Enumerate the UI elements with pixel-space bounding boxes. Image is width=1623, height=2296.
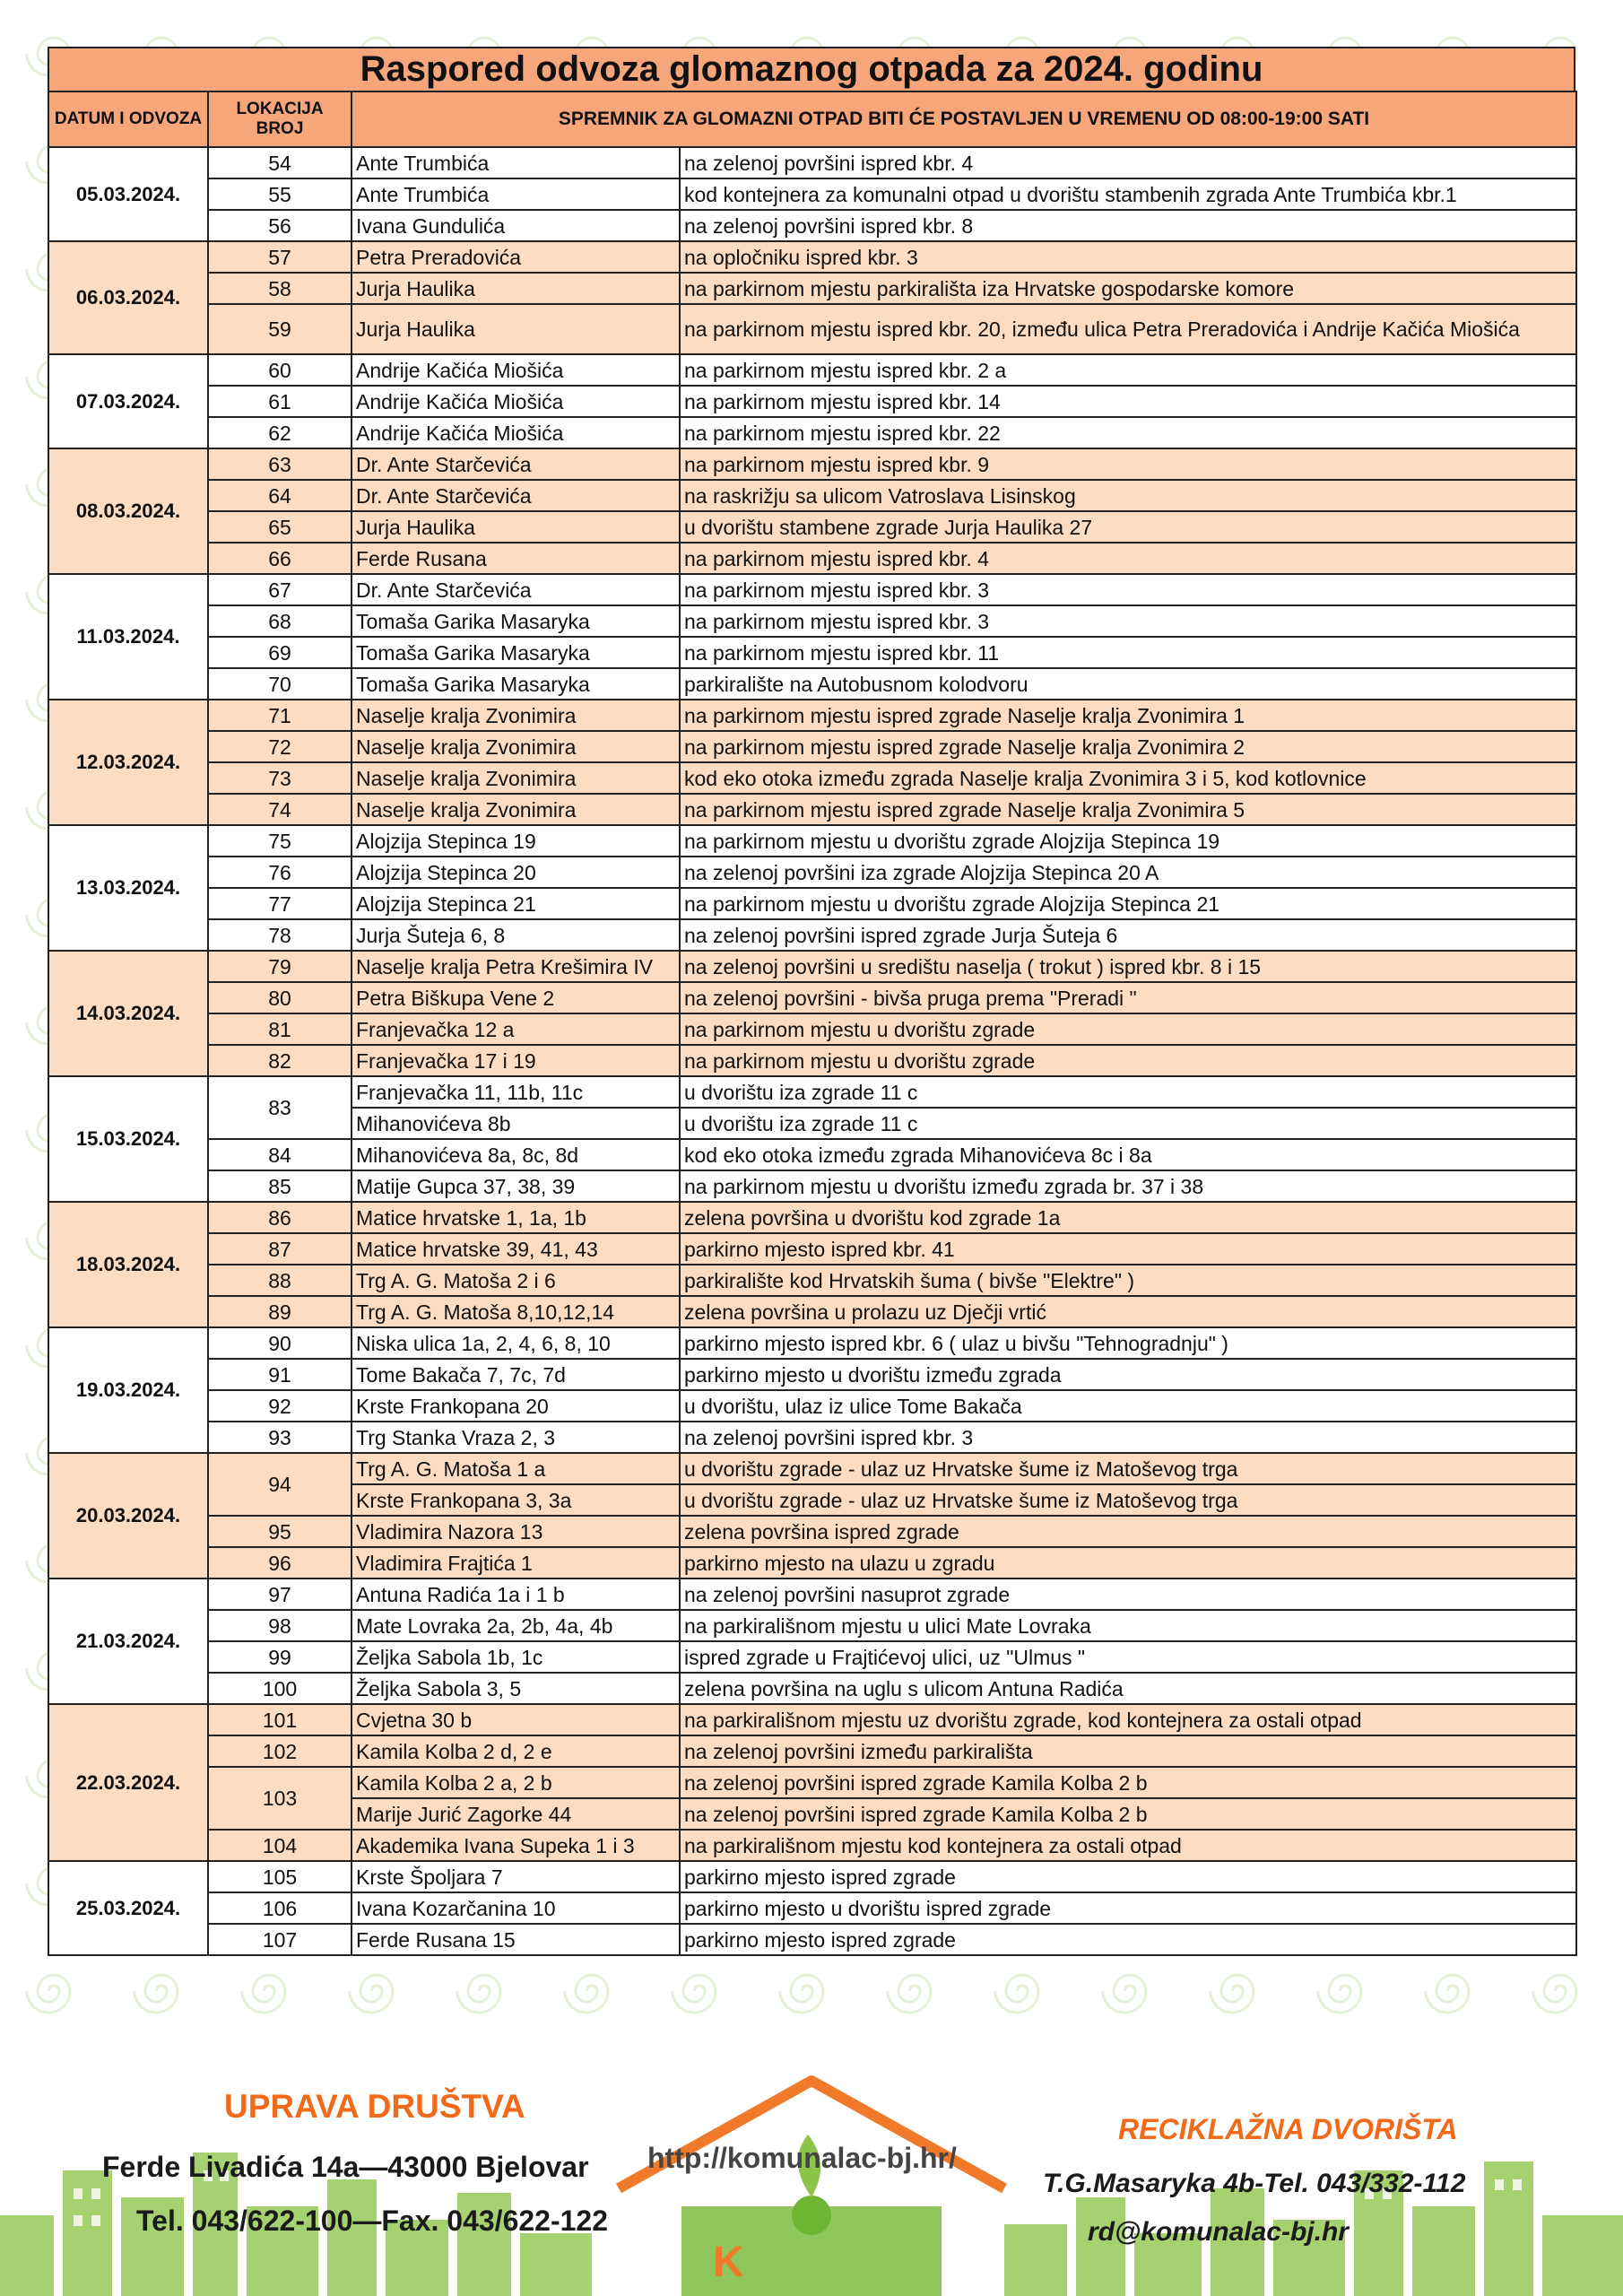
table-row <box>48 637 1576 668</box>
recycling-heading: RECIKLAŽNA DVORIŠTA <box>1118 2113 1458 2145</box>
table-row <box>48 386 1576 417</box>
street-name: Naselje kralja Petra Krešimira IV <box>352 951 680 982</box>
table-row <box>48 354 1576 386</box>
location-number: 99 <box>208 1641 352 1673</box>
footer <box>0 2063 1623 2296</box>
placement-description: na zelenoj površini ispred kbr. 8 <box>680 210 1576 241</box>
street-name: Željka Sabola 3, 5 <box>352 1673 680 1704</box>
location-number: 66 <box>208 543 352 574</box>
street-name: Jurja Haulika <box>352 273 680 304</box>
table-row <box>48 919 1576 951</box>
location-number: 72 <box>208 731 352 762</box>
management-address: Ferde Livadića 14a—43000 Bjelovar <box>102 2151 589 2183</box>
placement-description: na parkirnom mjestu ispred zgrade Naselje kralja Zvonimira 5 <box>680 794 1576 825</box>
street-name: Mihanovićeva 8b <box>352 1108 680 1139</box>
placement-description: na parkirnom mjestu u dvorištu zgrade Alojzija Stepinca 19 <box>680 825 1576 857</box>
location-number: 62 <box>208 417 352 448</box>
location-number: 76 <box>208 857 352 888</box>
pickup-date: 25.03.2024. <box>48 1861 208 1955</box>
location-number: 86 <box>208 1202 352 1233</box>
placement-description: u dvorištu zgrade - ulaz uz Hrvatske šume iz Matoševog trga <box>680 1484 1576 1516</box>
street-name: Vladimira Nazora 13 <box>352 1516 680 1547</box>
pickup-date: 21.03.2024. <box>48 1578 208 1704</box>
table-row <box>48 1673 1576 1704</box>
table-row <box>48 700 1576 731</box>
location-number: 81 <box>208 1013 352 1045</box>
table-row <box>48 1390 1576 1422</box>
street-name: Ivana Gundulića <box>352 210 680 241</box>
street-name: Andrije Kačića Miošića <box>352 417 680 448</box>
location-number: 96 <box>208 1547 352 1578</box>
location-number: 71 <box>208 700 352 731</box>
pickup-date: 13.03.2024. <box>48 825 208 951</box>
street-name: Akademika Ivana Supeka 1 i 3 <box>352 1830 680 1861</box>
street-name: Matije Gupca 37, 38, 39 <box>352 1170 680 1202</box>
table-row <box>48 1861 1576 1892</box>
street-name: Alojzija Stepinca 19 <box>352 825 680 857</box>
location-number: 102 <box>208 1735 352 1767</box>
placement-description: parkirno mjesto ispred kbr. 41 <box>680 1233 1576 1265</box>
placement-description: na parkirnom mjestu u dvorištu zgrade <box>680 1013 1576 1045</box>
placement-description: na parkirnom mjestu ispred kbr. 14 <box>680 386 1576 417</box>
placement-description: na parkirnom mjestu ispred zgrade Naselje kralja Zvonimira 1 <box>680 700 1576 731</box>
table-row <box>48 1767 1576 1798</box>
location-number: 74 <box>208 794 352 825</box>
location-number: 101 <box>208 1704 352 1735</box>
street-name: Vladimira Frajtića 1 <box>352 1547 680 1578</box>
pickup-date: 15.03.2024. <box>48 1076 208 1202</box>
placement-description: na zelenoj površini između parkirališta <box>680 1735 1576 1767</box>
location-number: 92 <box>208 1390 352 1422</box>
placement-description: na parkirališnom mjestu u ulici Mate Lovraka <box>680 1610 1576 1641</box>
placement-description: na parkirnom mjestu u dvorištu zgrade <box>680 1045 1576 1076</box>
street-name: Dr. Ante Starčevića <box>352 480 680 511</box>
placement-description: na parkirnom mjestu ispred kbr. 11 <box>680 637 1576 668</box>
street-name: Marije Jurić Zagorke 44 <box>352 1798 680 1830</box>
pickup-date: 20.03.2024. <box>48 1453 208 1578</box>
schedule-sheet <box>48 47 1575 1956</box>
table-row <box>48 857 1576 888</box>
placement-description: na parkirnom mjestu ispred kbr. 20, između ulica Petra Preradovića i Andrije Kačića Miošića <box>680 304 1576 354</box>
placement-description: na parkirališnom mjestu uz dvorištu zgrade, kod kontejnera za ostali otpad <box>680 1704 1576 1735</box>
location-number: 85 <box>208 1170 352 1202</box>
table-row <box>48 605 1576 637</box>
location-number: 78 <box>208 919 352 951</box>
table-row <box>48 304 1576 354</box>
location-number: 88 <box>208 1265 352 1296</box>
placement-description: zelena površina u dvorištu kod zgrade 1a <box>680 1202 1576 1233</box>
street-name: Petra Biškupa Vene 2 <box>352 982 680 1013</box>
table-row <box>48 178 1576 210</box>
table-row <box>48 1139 1576 1170</box>
table-row <box>48 574 1576 605</box>
location-number: 63 <box>208 448 352 480</box>
street-name: Jurja Haulika <box>352 304 680 354</box>
street-name: Tomaša Garika Masaryka <box>352 637 680 668</box>
pickup-date: 18.03.2024. <box>48 1202 208 1327</box>
placement-description: na zelenoj površini ispred zgrade Kamila Kolba 2 b <box>680 1767 1576 1798</box>
street-name: Tome Bakača 7, 7c, 7d <box>352 1359 680 1390</box>
street-name: Naselje kralja Zvonimira <box>352 731 680 762</box>
placement-description: u dvorištu zgrade - ulaz uz Hrvatske šume iz Matoševog trga <box>680 1453 1576 1484</box>
placement-description: na parkirnom mjestu ispred kbr. 2 a <box>680 354 1576 386</box>
street-name: Mate Lovraka 2a, 2b, 4a, 4b <box>352 1610 680 1641</box>
placement-description: na zelenoj površini ispred zgrade Jurja Šuteja 6 <box>680 919 1576 951</box>
placement-description: parkirno mjesto u dvorištu između zgrada <box>680 1359 1576 1390</box>
street-name: Kamila Kolba 2 d, 2 e <box>352 1735 680 1767</box>
pickup-date: 08.03.2024. <box>48 448 208 574</box>
location-number: 90 <box>208 1327 352 1359</box>
street-name: Naselje kralja Zvonimira <box>352 700 680 731</box>
location-number: 67 <box>208 574 352 605</box>
table-row <box>48 1924 1576 1955</box>
street-name: Cvjetna 30 b <box>352 1704 680 1735</box>
placement-description: na parkirnom mjestu u dvorištu zgrade Alojzija Stepinca 21 <box>680 888 1576 919</box>
table-row <box>48 1704 1576 1735</box>
placement-description: parkirno mjesto ispred zgrade <box>680 1861 1576 1892</box>
table-row <box>48 1641 1576 1673</box>
street-name: Trg Stanka Vraza 2, 3 <box>352 1422 680 1453</box>
street-name: Dr. Ante Starčevića <box>352 448 680 480</box>
street-name: Krste Špoljara 7 <box>352 1861 680 1892</box>
placement-description: zelena površina u prolazu uz Dječji vrtić <box>680 1296 1576 1327</box>
schedule-table <box>48 91 1577 1956</box>
location-number: 91 <box>208 1359 352 1390</box>
placement-description: na opločniku ispred kbr. 3 <box>680 241 1576 273</box>
placement-description: kod kontejnera za komunalni otpad u dvorištu stambenih zgrada Ante Trumbića kbr.1 <box>680 178 1576 210</box>
location-number: 60 <box>208 354 352 386</box>
pickup-date: 12.03.2024. <box>48 700 208 825</box>
header-location: LOKACIJA BROJ <box>208 91 352 147</box>
placement-description: kod eko otoka između zgrada Naselje kralja Zvonimira 3 i 5, kod kotlovnice <box>680 762 1576 794</box>
location-number: 82 <box>208 1045 352 1076</box>
table-row <box>48 1453 1576 1484</box>
street-name: Niska ulica 1a, 2, 4, 6, 8, 10 <box>352 1327 680 1359</box>
street-name: Matice hrvatske 1, 1a, 1b <box>352 1202 680 1233</box>
table-row <box>48 1202 1576 1233</box>
table-row <box>48 480 1576 511</box>
website-link[interactable]: http://komunalac-bj.hr/ <box>647 2142 957 2174</box>
location-number: 70 <box>208 668 352 700</box>
placement-description: u dvorištu, ulaz iz ulice Tome Bakača <box>680 1390 1576 1422</box>
placement-description: parkirno mjesto na ulazu u zgradu <box>680 1547 1576 1578</box>
placement-description: na parkirnom mjestu u dvorištu između zgrada br. 37 i 38 <box>680 1170 1576 1202</box>
street-name: Petra Preradovića <box>352 241 680 273</box>
pickup-date: 14.03.2024. <box>48 951 208 1076</box>
placement-description: na zelenoj površini - bivša pruga prema "Preradi " <box>680 982 1576 1013</box>
street-name: Željka Sabola 1b, 1c <box>352 1641 680 1673</box>
location-number: 55 <box>208 178 352 210</box>
street-name: Ivana Kozarčanina 10 <box>352 1892 680 1924</box>
street-name: Matice hrvatske 39, 41, 43 <box>352 1233 680 1265</box>
table-row <box>48 888 1576 919</box>
location-number: 89 <box>208 1296 352 1327</box>
placement-description: kod eko otoka između zgrada Mihanovićeva 8c i 8a <box>680 1139 1576 1170</box>
placement-description: na parkirnom mjestu ispred kbr. 22 <box>680 417 1576 448</box>
placement-description: parkirno mjesto ispred kbr. 6 ( ulaz u bivšu "Tehnogradnju" ) <box>680 1327 1576 1359</box>
location-number: 97 <box>208 1578 352 1610</box>
street-name: Naselje kralja Zvonimira <box>352 794 680 825</box>
location-number: 79 <box>208 951 352 982</box>
street-name: Alojzija Stepinca 20 <box>352 857 680 888</box>
location-number: 94 <box>208 1453 352 1516</box>
location-number: 98 <box>208 1610 352 1641</box>
street-name: Trg A. G. Matoša 8,10,12,14 <box>352 1296 680 1327</box>
recycling-address: T.G.Masaryka 4b-Tel. 043/332-112 <box>1043 2169 1466 2198</box>
location-number: 100 <box>208 1673 352 1704</box>
table-row <box>48 417 1576 448</box>
table-row <box>48 1076 1576 1108</box>
table-row <box>48 1830 1576 1861</box>
placement-description: parkirno mjesto ispred zgrade <box>680 1924 1576 1955</box>
pickup-date: 11.03.2024. <box>48 574 208 700</box>
location-number: 95 <box>208 1516 352 1547</box>
location-number: 84 <box>208 1139 352 1170</box>
placement-description: na parkirnom mjestu ispred kbr. 3 <box>680 605 1576 637</box>
pickup-date: 19.03.2024. <box>48 1327 208 1453</box>
location-number: 87 <box>208 1233 352 1265</box>
street-name: Antuna Radića 1a i 1 b <box>352 1578 680 1610</box>
street-name: Ante Trumbića <box>352 178 680 210</box>
table-row <box>48 147 1576 178</box>
management-phone: Tel. 043/622-100—Fax. 043/622-122 <box>136 2205 608 2237</box>
street-name: Trg A. G. Matoša 1 a <box>352 1453 680 1484</box>
pickup-date: 06.03.2024. <box>48 241 208 354</box>
placement-description: na zelenoj površini iza zgrade Alojzija Stepinca 20 A <box>680 857 1576 888</box>
location-number: 56 <box>208 210 352 241</box>
street-name: Kamila Kolba 2 a, 2 b <box>352 1767 680 1798</box>
table-row <box>48 1327 1576 1359</box>
pickup-date: 07.03.2024. <box>48 354 208 448</box>
placement-description: parkirno mjesto u dvorištu ispred zgrade <box>680 1892 1576 1924</box>
table-row <box>48 273 1576 304</box>
schedule-body <box>48 147 1576 1955</box>
street-name: Ferde Rusana 15 <box>352 1924 680 1955</box>
street-name: Jurja Haulika <box>352 511 680 543</box>
table-row <box>48 731 1576 762</box>
location-number: 83 <box>208 1076 352 1139</box>
street-name: Ante Trumbića <box>352 147 680 178</box>
table-header-row <box>48 91 1576 147</box>
table-row <box>48 982 1576 1013</box>
placement-description: na zelenoj površini ispred zgrade Kamila Kolba 2 b <box>680 1798 1576 1830</box>
street-name: Ferde Rusana <box>352 543 680 574</box>
table-row <box>48 1233 1576 1265</box>
table-row <box>48 951 1576 982</box>
table-row <box>48 1045 1576 1076</box>
street-name: Tomaša Garika Masaryka <box>352 668 680 700</box>
table-row <box>48 448 1576 480</box>
pickup-date: 05.03.2024. <box>48 147 208 241</box>
table-row <box>48 511 1576 543</box>
street-name: Andrije Kačića Miošića <box>352 386 680 417</box>
location-number: 54 <box>208 147 352 178</box>
location-number: 80 <box>208 982 352 1013</box>
street-name: Mihanovićeva 8a, 8c, 8d <box>352 1139 680 1170</box>
placement-description: na parkirnom mjestu parkirališta iza Hrvatske gospodarske komore <box>680 273 1576 304</box>
table-row <box>48 241 1576 273</box>
location-number: 107 <box>208 1924 352 1955</box>
placement-description: na parkirnom mjestu ispred zgrade Naselje kralja Zvonimira 2 <box>680 731 1576 762</box>
table-row <box>48 1170 1576 1202</box>
table-row <box>48 210 1576 241</box>
page-title: Raspored odvoza glomaznog otpada za 2024. godinu <box>48 47 1575 91</box>
location-number: 77 <box>208 888 352 919</box>
location-number: 103 <box>208 1767 352 1830</box>
location-number: 105 <box>208 1861 352 1892</box>
street-name: Franjevačka 11, 11b, 11c <box>352 1076 680 1108</box>
placement-description: na zelenoj površini u središtu naselja ( trokut ) ispred kbr. 8 i 15 <box>680 951 1576 982</box>
street-name: Alojzija Stepinca 21 <box>352 888 680 919</box>
table-row <box>48 1547 1576 1578</box>
table-row <box>48 1516 1576 1547</box>
location-number: 68 <box>208 605 352 637</box>
street-name: Tomaša Garika Masaryka <box>352 605 680 637</box>
table-row <box>48 794 1576 825</box>
management-heading: UPRAVA DRUŠTVA <box>224 2088 525 2125</box>
location-number: 106 <box>208 1892 352 1924</box>
table-row <box>48 1265 1576 1296</box>
street-name: Naselje kralja Zvonimira <box>352 762 680 794</box>
location-number: 75 <box>208 825 352 857</box>
table-row <box>48 1578 1576 1610</box>
recycling-email[interactable]: rd@komunalac-bj.hr <box>1088 2217 1349 2247</box>
location-number: 73 <box>208 762 352 794</box>
placement-description: na zelenoj površini nasuprot zgrade <box>680 1578 1576 1610</box>
table-row <box>48 1359 1576 1390</box>
street-name: Jurja Šuteja 6, 8 <box>352 919 680 951</box>
location-number: 104 <box>208 1830 352 1861</box>
placement-description: u dvorištu iza zgrade 11 c <box>680 1108 1576 1139</box>
location-number: 58 <box>208 273 352 304</box>
placement-description: parkiralište kod Hrvatskih šuma ( bivše "Elektre" ) <box>680 1265 1576 1296</box>
street-name: Dr. Ante Starčevića <box>352 574 680 605</box>
table-row <box>48 1296 1576 1327</box>
street-name: Krste Frankopana 20 <box>352 1390 680 1422</box>
placement-description: ispred zgrade u Frajtićevoj ulici, uz "Ulmus " <box>680 1641 1576 1673</box>
placement-description: na raskrižju sa ulicom Vatroslava Lisinskog <box>680 480 1576 511</box>
header-date: DATUM I ODVOZA <box>48 91 208 147</box>
placement-description: parkiralište na Autobusnom kolodvoru <box>680 668 1576 700</box>
street-name: Krste Frankopana 3, 3a <box>352 1484 680 1516</box>
location-number: 59 <box>208 304 352 354</box>
location-number: 64 <box>208 480 352 511</box>
table-row <box>48 668 1576 700</box>
placement-description: u dvorištu stambene zgrade Jurja Haulika 27 <box>680 511 1576 543</box>
table-row <box>48 1892 1576 1924</box>
street-name: Franjevačka 12 a <box>352 1013 680 1045</box>
placement-description: na parkirnom mjestu ispred kbr. 3 <box>680 574 1576 605</box>
location-number: 65 <box>208 511 352 543</box>
placement-description: na parkirnom mjestu ispred kbr. 4 <box>680 543 1576 574</box>
placement-description: na zelenoj površini ispred kbr. 3 <box>680 1422 1576 1453</box>
placement-description: na parkirnom mjestu ispred kbr. 9 <box>680 448 1576 480</box>
street-name: Trg A. G. Matoša 2 i 6 <box>352 1265 680 1296</box>
header-info: SPREMNIK ZA GLOMAZNI OTPAD BITI ĆE POSTAVLJEN U VREMENU OD 08:00-19:00 SATI <box>352 91 1576 147</box>
table-row <box>48 1610 1576 1641</box>
location-number: 93 <box>208 1422 352 1453</box>
placement-description: na zelenoj površini ispred kbr. 4 <box>680 147 1576 178</box>
placement-description: zelena površina ispred zgrade <box>680 1516 1576 1547</box>
placement-description: na parkirališnom mjestu kod kontejnera za ostali otpad <box>680 1830 1576 1861</box>
svg-text:K: K <box>713 2239 744 2286</box>
table-row <box>48 1735 1576 1767</box>
location-number: 61 <box>208 386 352 417</box>
pickup-date: 22.03.2024. <box>48 1704 208 1861</box>
table-row <box>48 543 1576 574</box>
street-name: Franjevačka 17 i 19 <box>352 1045 680 1076</box>
location-number: 69 <box>208 637 352 668</box>
table-row <box>48 1422 1576 1453</box>
placement-description: u dvorištu iza zgrade 11 c <box>680 1076 1576 1108</box>
table-row <box>48 1013 1576 1045</box>
placement-description: zelena površina na uglu s ulicom Antuna Radića <box>680 1673 1576 1704</box>
table-row <box>48 762 1576 794</box>
street-name: Andrije Kačića Miošića <box>352 354 680 386</box>
location-number: 57 <box>208 241 352 273</box>
table-row <box>48 825 1576 857</box>
